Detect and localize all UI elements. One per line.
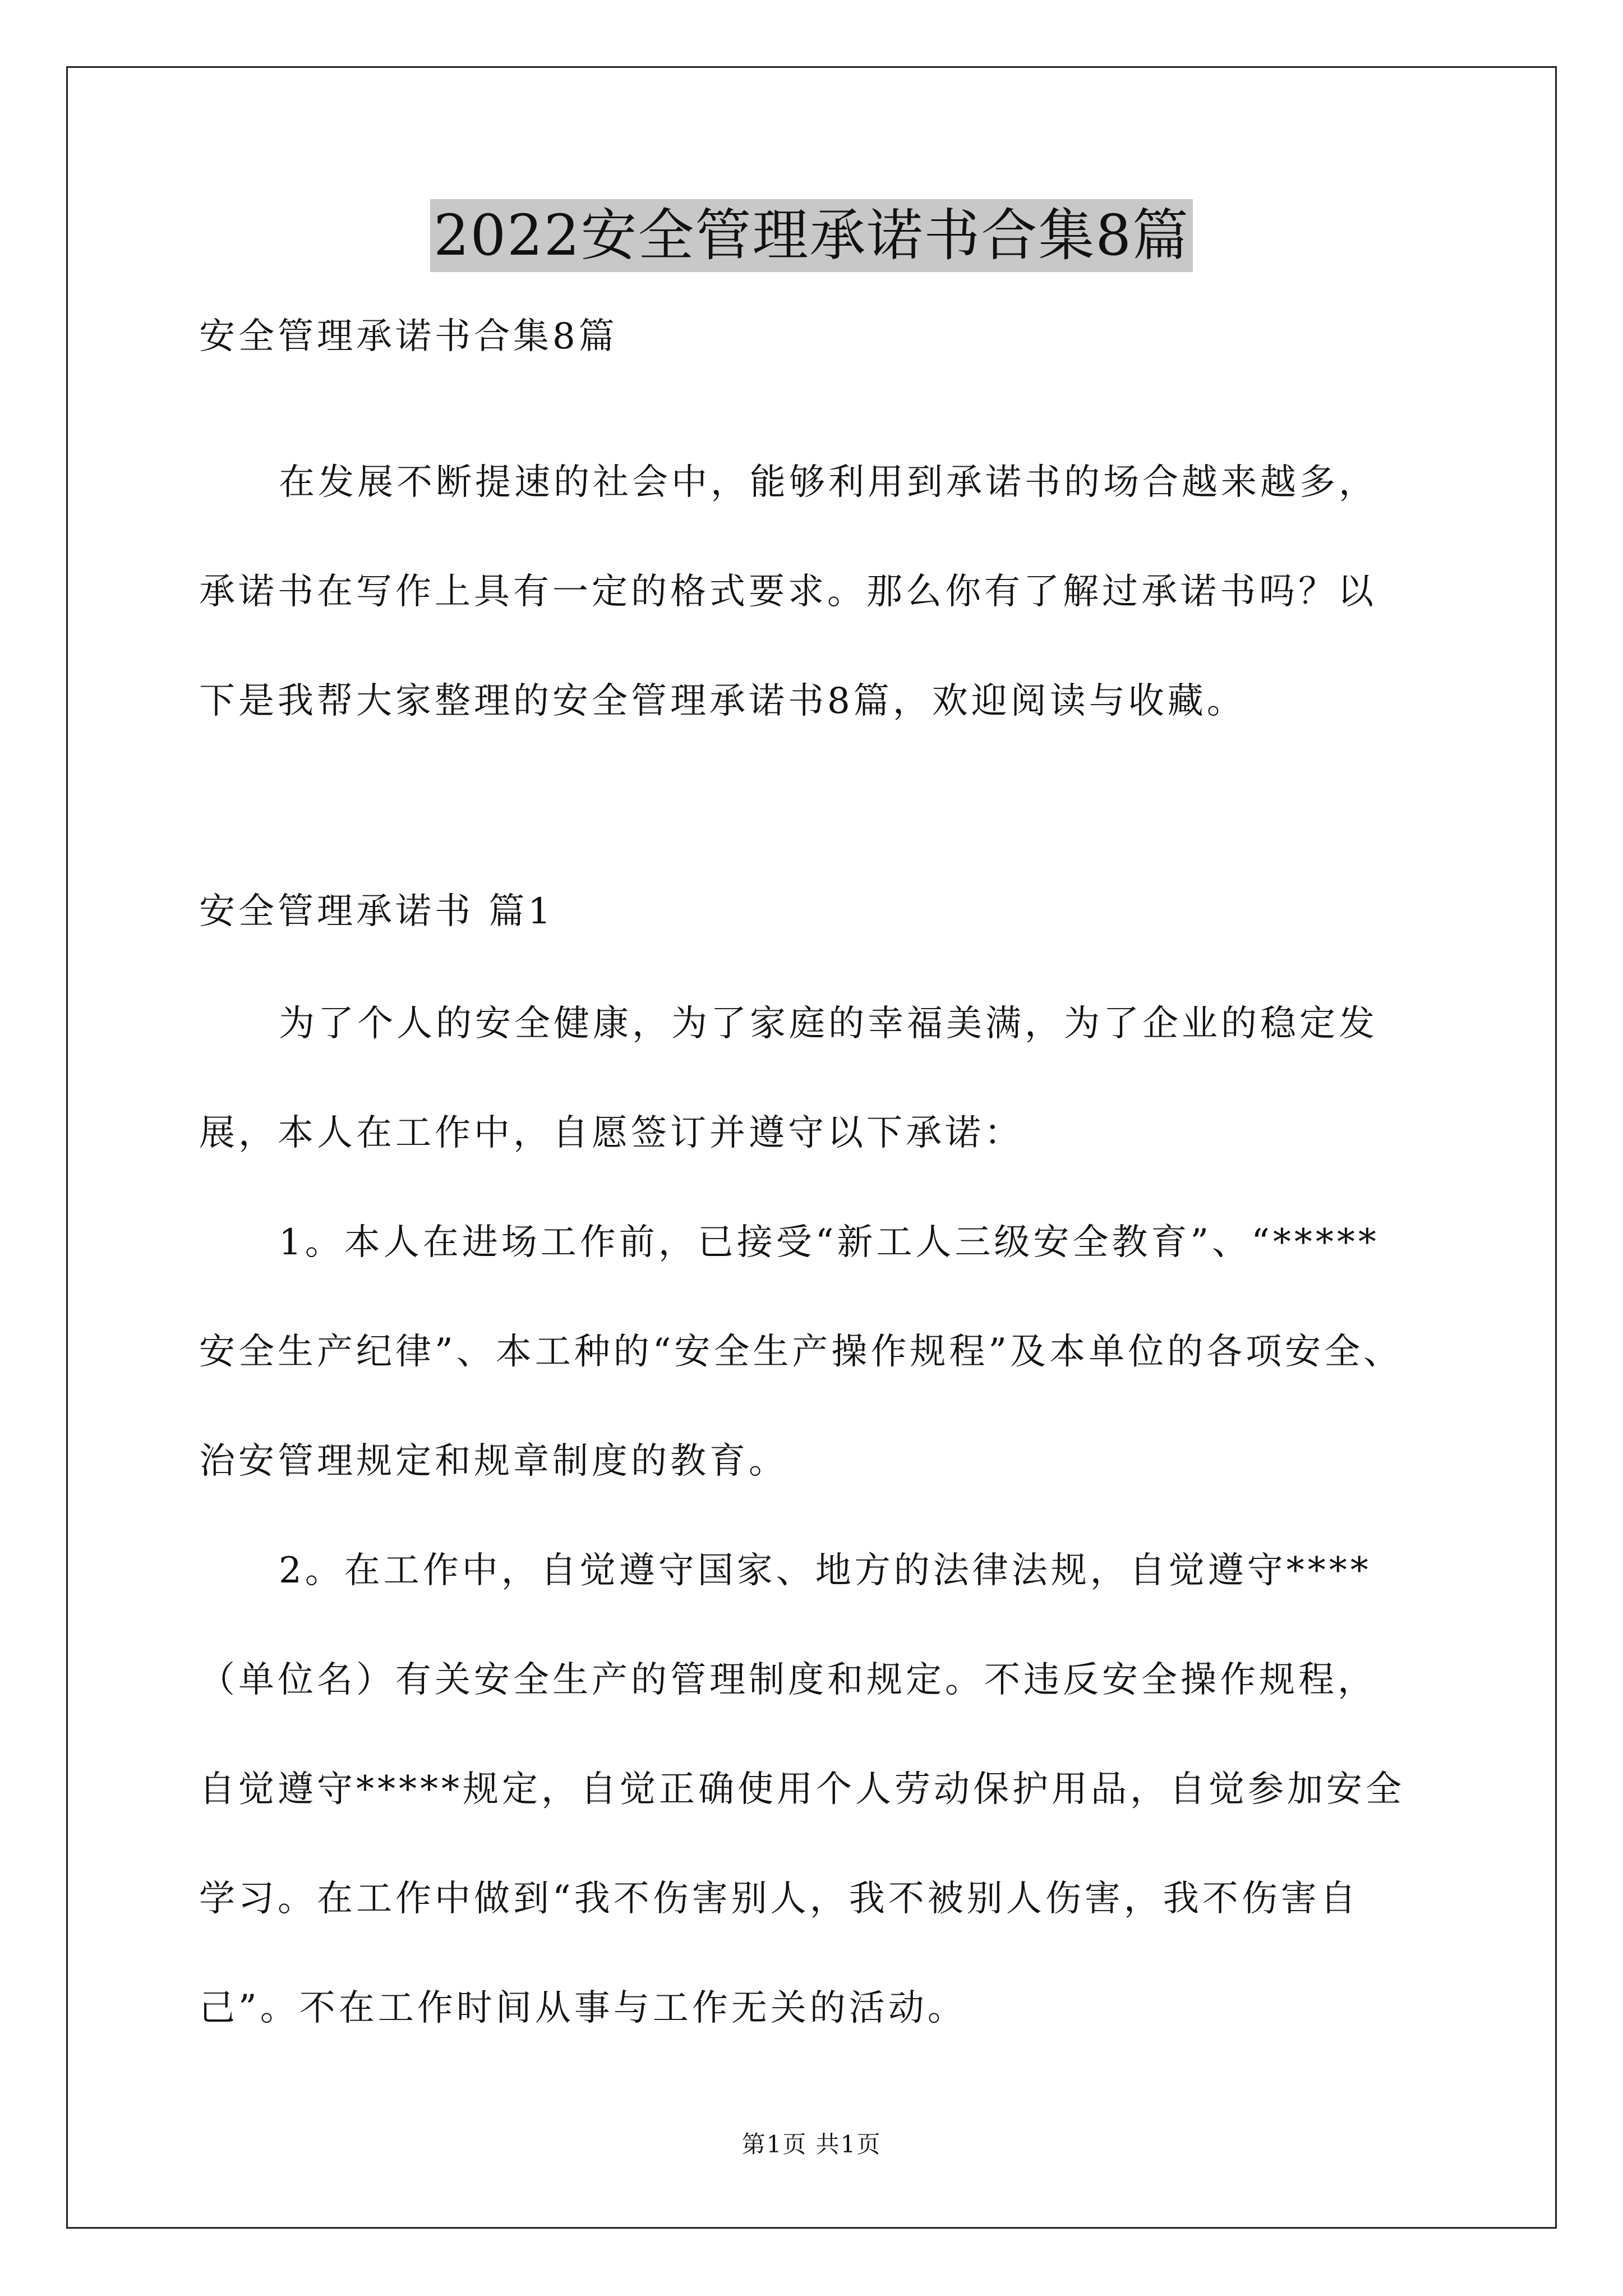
paragraph-line: 自觉遵守*****规定，自觉正确使用个人劳动保护用品，自觉参加安全: [199, 1769, 1405, 1810]
paragraph-line: （单位名）有关安全生产的管理制度和规定。不违反安全操作规程，: [199, 1659, 1377, 1701]
paragraph-line: 安全生产纪律”、本工种的“安全生产操作规程”及本单位的各项安全、: [199, 1331, 1403, 1373]
paragraph-line: 2。在工作中，自觉遵守国家、地方的法律法规，自觉遵守****: [279, 1550, 1372, 1591]
page-footer: 第1页 共1页: [741, 2131, 882, 2158]
title-wrapper: [0, 199, 1623, 272]
intro-line: 承诺书在写作上具有一定的格式要求。那么你有了解过承诺书吗？以: [199, 571, 1377, 613]
section-heading: 安全管理承诺书 篇1: [199, 891, 555, 932]
paragraph-line: 学习。在工作中做到“我不伤害别人，我不被别人伤害，我不伤害自: [199, 1878, 1359, 1920]
paragraph-line: 治安管理规定和规章制度的教育。: [199, 1441, 788, 1482]
paragraph-line: 展，本人在工作中，自愿签订并遵守以下承诺：: [199, 1112, 1023, 1154]
paragraph-line: 1。本人在进场工作前，已接受“新工人三级安全教育”、“*****: [279, 1222, 1380, 1263]
document-title: 2022安全管理承诺书合集8篇: [430, 199, 1193, 272]
subtitle: 安全管理承诺书合集8篇: [199, 316, 618, 357]
paragraph-line: 为了个人的安全健康，为了家庭的幸福美满，为了企业的稳定发: [279, 1003, 1378, 1045]
intro-line: 下是我帮大家整理的安全管理承诺书8篇，欢迎阅读与收藏。: [199, 680, 1246, 722]
paragraph-line: 己”。不在工作时间从事与工作无关的活动。: [199, 1987, 967, 2029]
intro-line: 在发展不断提速的社会中，能够利用到承诺书的场合越来越多，: [279, 462, 1378, 503]
